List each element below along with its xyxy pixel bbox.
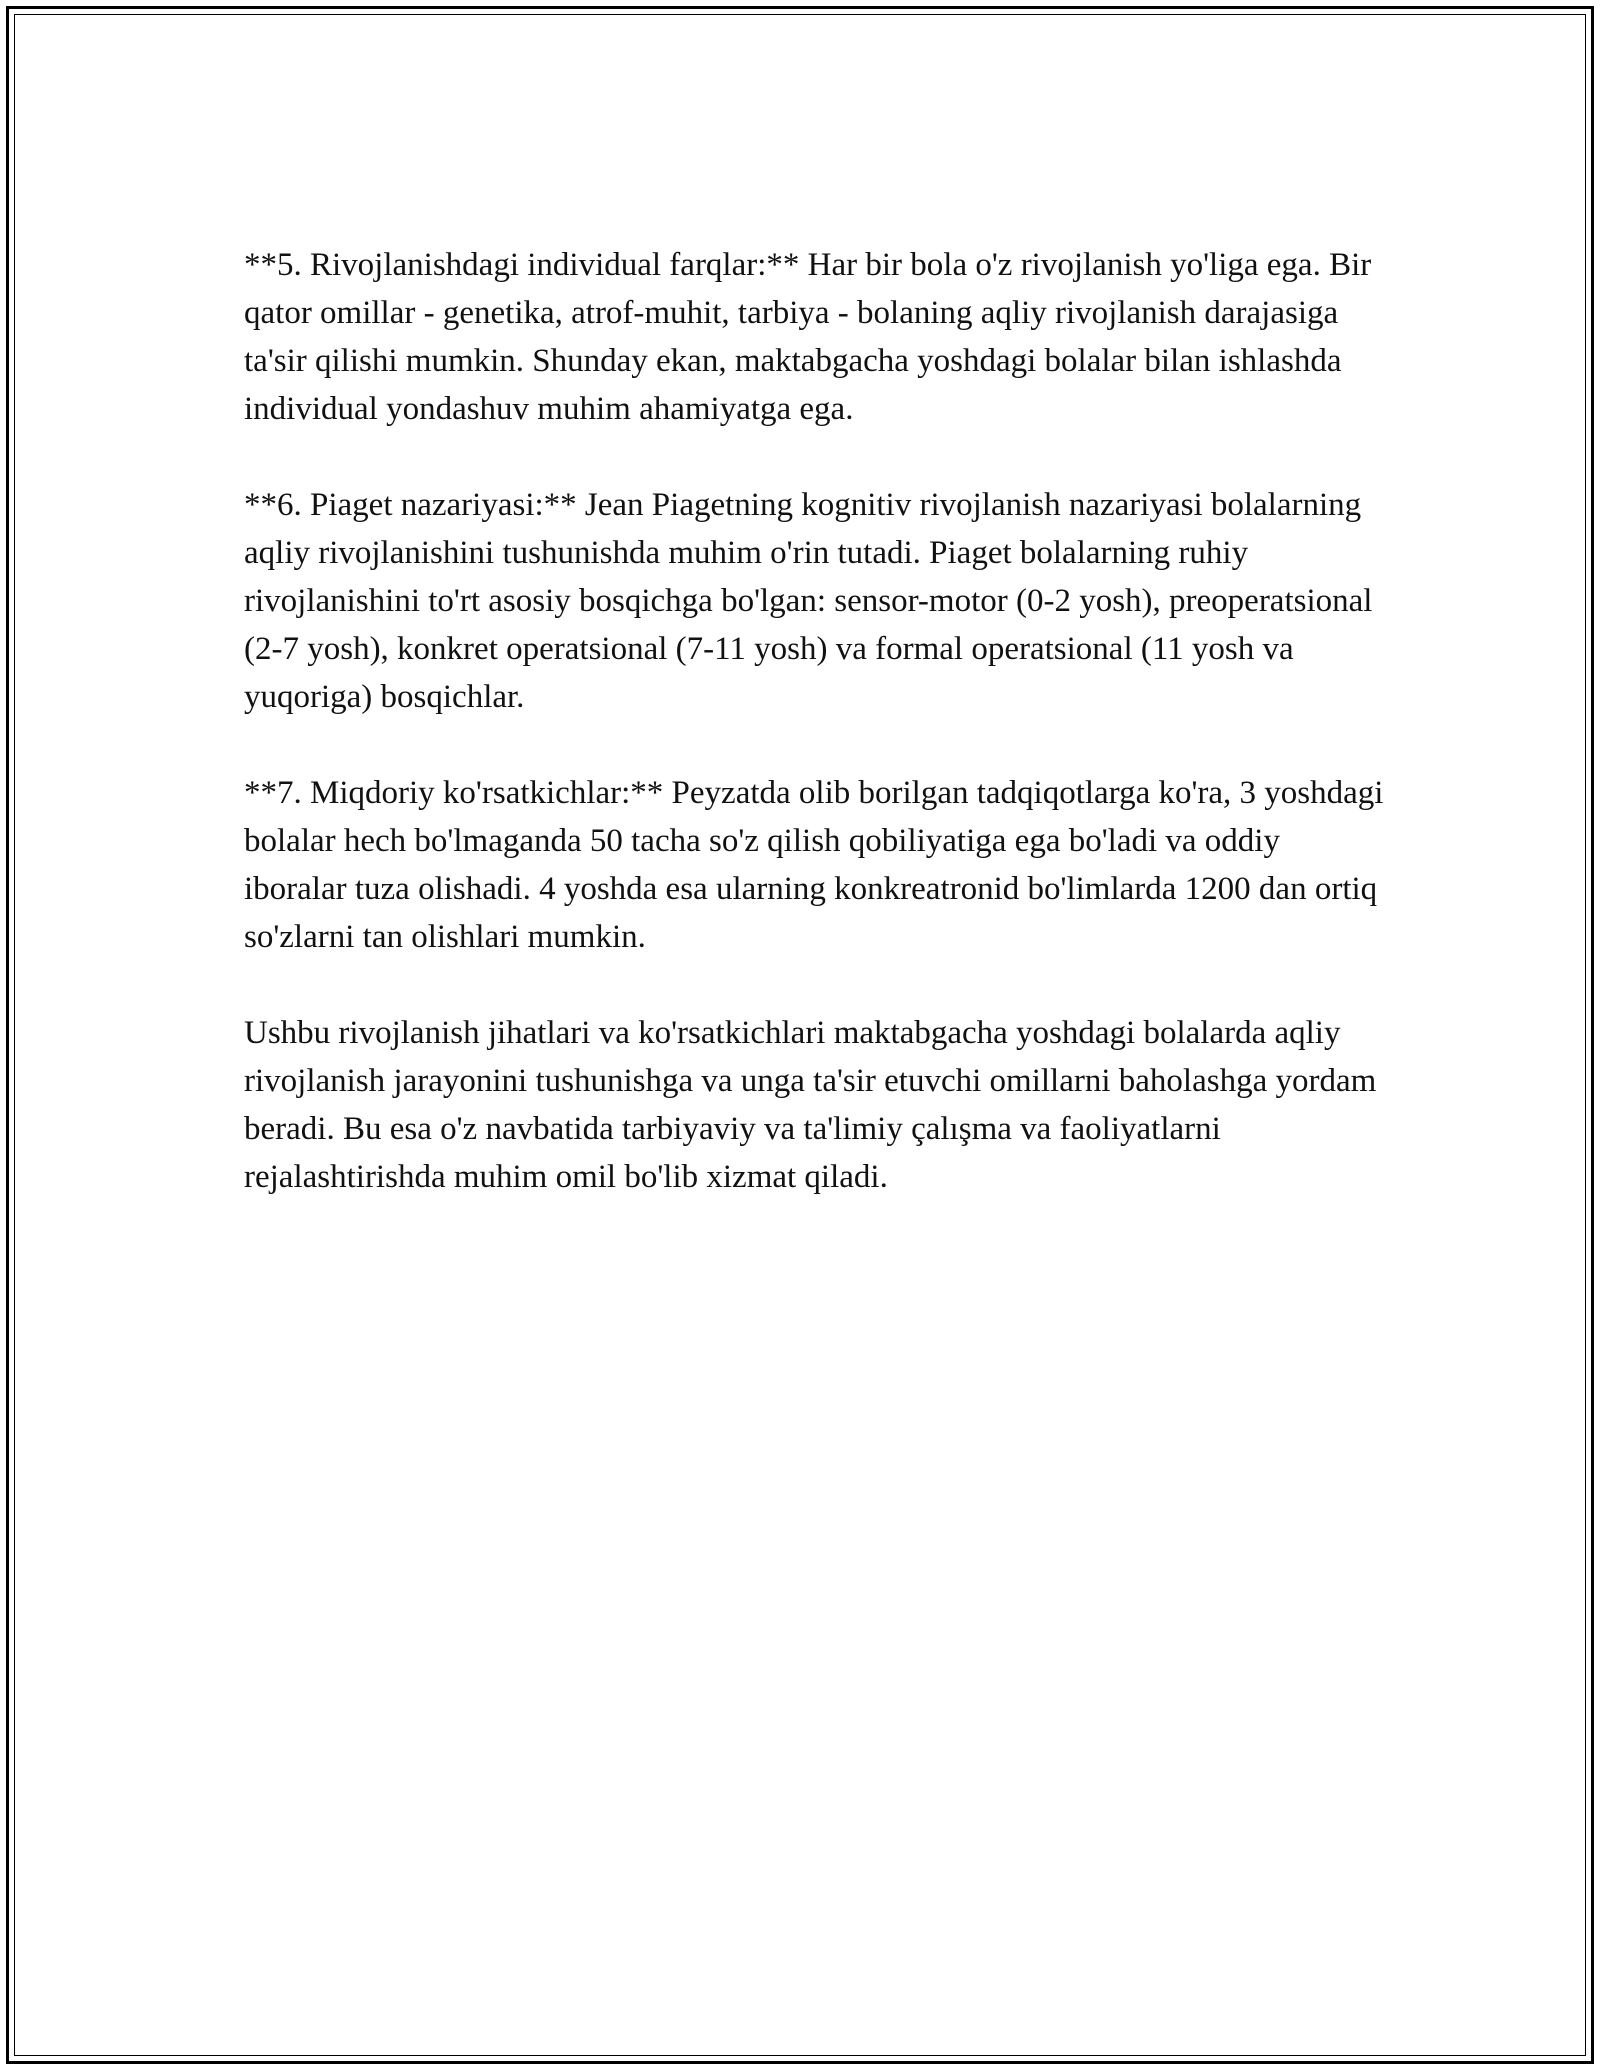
paragraph-piaget-theory: **6. Piaget nazariyasi:** Jean Piagetning kognitiv rivojlanish nazariyasi bolalarning aqliy rivojlanishini tushunishda muhim o'rin tutadi. Piaget bolalarning ruhiy rivojlanishini to'rt asosiy bosqichga bo'lgan: sensor-motor (0-2 yosh), preoperatsional (2-7 yosh), konkret operatsional (7-11 yosh) va formal operatsional (11 yosh va yuqoriga) bosqichlar. — [244, 487, 1373, 715]
document-body — [244, 241, 1384, 1249]
paragraph-quantitative-indicators: **7. Miqdoriy ko'rsatkichlar:** Peyzatda olib borilgan tadqiqotlarga ko'ra, 3 yoshdagi bolalar hech bo'lmaganda 50 tacha so'z qilish qobiliyatiga ega bo'ladi va oddiy iboralar tuza olishadi. 4 yoshda esa ularning konkreatronid bo'limlarda 1200 dan ortiq so'zlarni tan olishlari mumkin. — [244, 775, 1384, 955]
paragraph-conclusion: Ushbu rivojlanish jihatlari va ko'rsatkichlari maktabgacha yoshdagi bolalarda aqliy rivojlanish jarayonini tushunishga va unga ta'sir etuvchi omillarni baholashga yordam beradi. Bu esa o'z navbatida tarbiyaviy va ta'limiy çalışma va faoliyatlarni rejalashtirishda muhim omil bo'lib xizmat qiladi. — [244, 1015, 1377, 1195]
paragraph-individual-differences: **5. Rivojlanishdagi individual farqlar:** Har bir bola o'z rivojlanish yo'liga ega. Bir qator omillar - genetika, atrof-muhit, tarbiya - bolaning aqliy rivojlanish darajasiga ta'sir qilishi mumkin. Shunday ekan, maktabgacha yoshdagi bolalar bilan ishlashda individual yondashuv muhim ahamiyatga ega. — [244, 247, 1372, 427]
page-frame — [6, 6, 1594, 2064]
